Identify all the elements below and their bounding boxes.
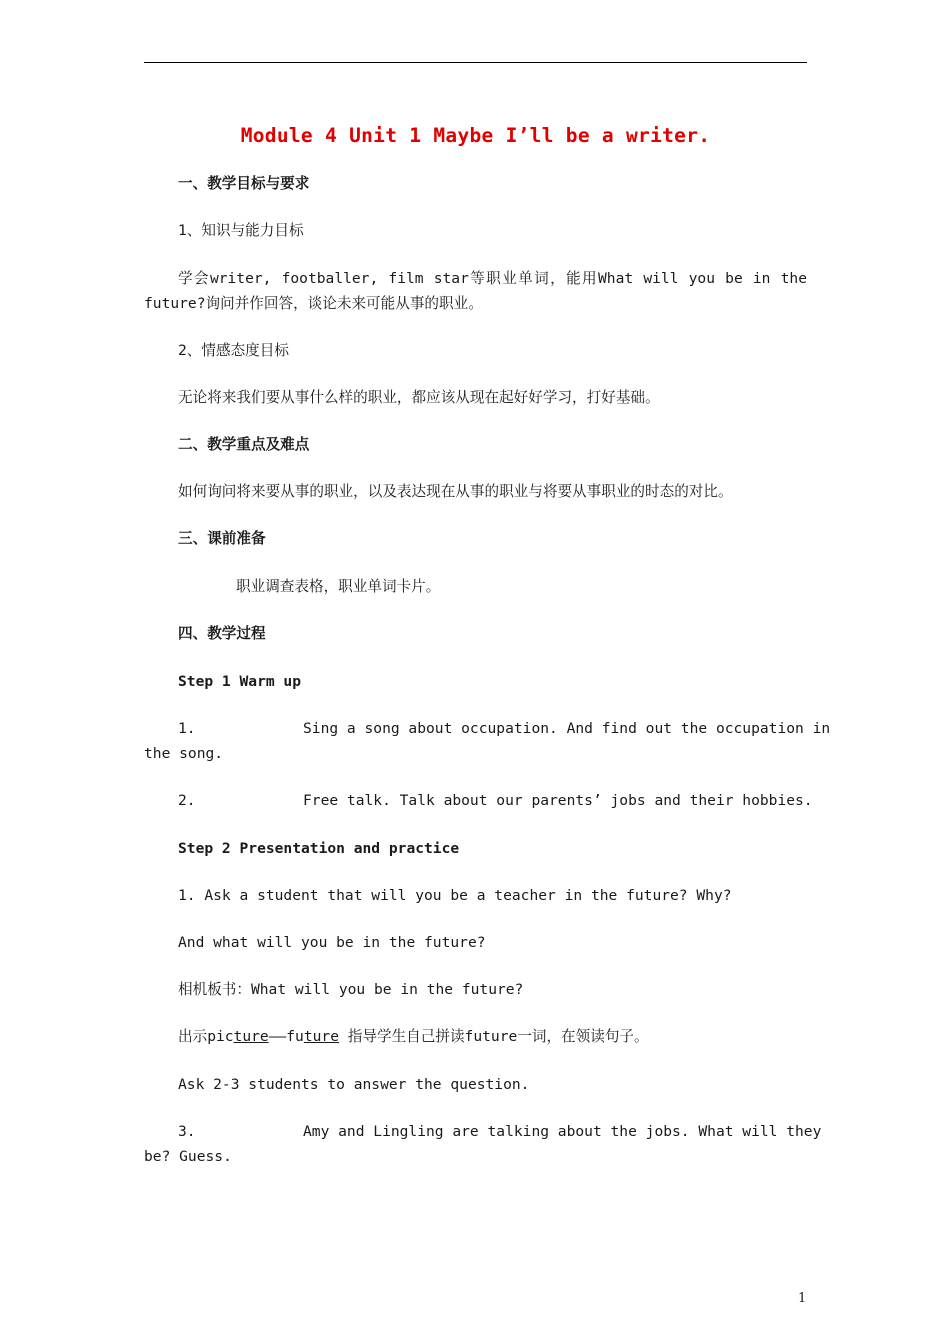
list-item-continuation: the song. bbox=[144, 745, 224, 762]
paragraph-knowledge-goals bbox=[144, 266, 807, 316]
section-heading-key-points: 二、教学重点及难点 bbox=[178, 436, 310, 453]
paragraph-key-points: 如何询问将来要从事的职业，以及表达现在从事的职业与将要从事职业的时态的对比。 bbox=[178, 483, 733, 500]
header-rule bbox=[144, 62, 807, 63]
list-item-text: Sing a song about occupation. And find out the occupation in bbox=[303, 720, 831, 737]
list-item-number: 3. bbox=[178, 1123, 196, 1140]
list-item bbox=[144, 1119, 822, 1169]
subheading-knowledge-goals: 1、知识与能力目标 bbox=[178, 222, 304, 239]
list-item-text: Free talk. Talk about our parents’ jobs and their hobbies. bbox=[303, 792, 813, 809]
paragraph-line: 学会writer, footballer, film star等职业单词，能用What will you be in the bbox=[178, 270, 807, 287]
subheading-attitude-goals: 2、情感态度目标 bbox=[178, 342, 289, 359]
step2-line: 相机板书：What will you be in the future? bbox=[178, 981, 524, 998]
list-item bbox=[144, 788, 813, 813]
list-item-text: Amy and Lingling are talking about the jobs. What will they bbox=[303, 1123, 822, 1140]
section-heading-process: 四、教学过程 bbox=[178, 625, 266, 642]
underlined-syllable: ture bbox=[233, 1028, 269, 1045]
text-run: 出示pic bbox=[178, 1028, 234, 1045]
underlined-syllable: ture bbox=[303, 1028, 340, 1045]
list-item-continuation: be? Guess. bbox=[144, 1148, 232, 1165]
step2-line: 1. Ask a student that will you be a teacher in the future? Why? bbox=[178, 887, 732, 904]
text-run: ——fu bbox=[268, 1028, 304, 1045]
document-title: Module 4 Unit 1 Maybe I’ll be a writer. bbox=[240, 124, 711, 147]
list-item bbox=[144, 716, 831, 766]
step2-line: And what will you be in the future? bbox=[178, 934, 486, 951]
paragraph-line: future?询问并作回答，谈论未来可能从事的职业。 bbox=[144, 295, 483, 312]
list-item-number: 2. bbox=[178, 792, 196, 809]
step2-line-picture-future bbox=[178, 1024, 649, 1049]
step2-line: Ask 2-3 students to answer the question. bbox=[178, 1076, 530, 1093]
section-heading-preparation: 三、课前准备 bbox=[178, 530, 266, 547]
step2-heading: Step 2 Presentation and practice bbox=[178, 840, 460, 857]
paragraph-attitude-goals: 无论将来我们要从事什么样的职业，都应该从现在起好好学习，打好基础。 bbox=[178, 389, 660, 406]
text-run: 指导学生自己拼读future一词，在领读句子。 bbox=[339, 1028, 649, 1045]
section-heading-objectives: 一、教学目标与要求 bbox=[178, 175, 310, 192]
list-item-number: 1. bbox=[178, 720, 196, 737]
step1-heading: Step 1 Warm up bbox=[178, 673, 302, 690]
paragraph-preparation: 职业调查表格，职业单词卡片。 bbox=[236, 578, 441, 595]
page-number: 1 bbox=[798, 1291, 807, 1306]
